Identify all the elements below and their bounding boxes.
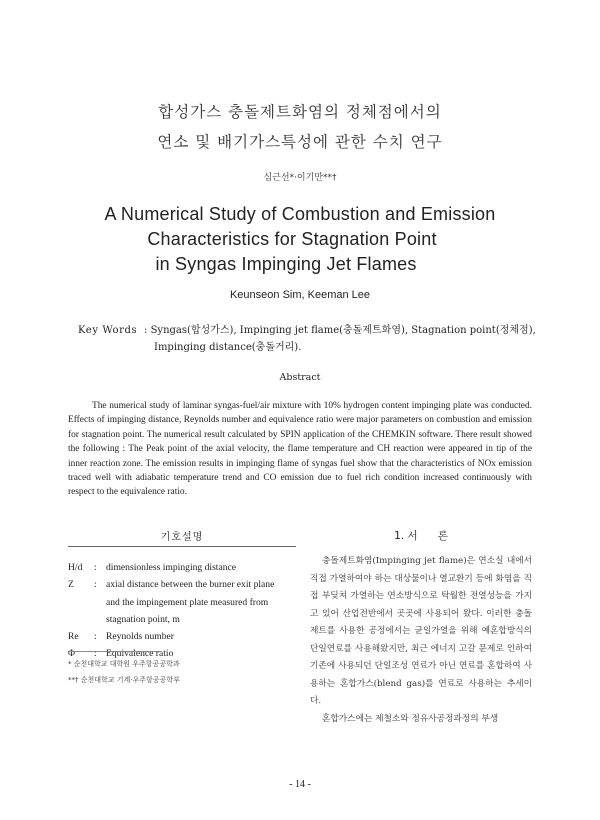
keywords-line-2: Impinging distance(충돌거리).: [154, 342, 302, 353]
nomenclature-definition-continued: stagnation point, m: [106, 613, 180, 625]
english-title-line-2: Characteristics for Stagnation Point: [147, 229, 437, 249]
introduction-paragraph-1: 충돌제트화염(Impinging jet flame)은 연소실 내에서 직접 가열하여야 하는 대상물이나 열교환기 등에 화염을 직접 부딪쳐 가열하는 연소방식으로 탁월한 전열성능을 가지고 있어 산업전반에서 곳곳에 사용되어 왔다. 이러한 충돌제트를 사용한 공정에서는 균일가열을 위해 예혼합방식의 단일연료를 사용해왔지만, 최근 에너지 고갈 문제로 인하여 기존에 사용되던 단일조성 연료가 아닌 연료를 혼합하여 사용하는 혼합가스(blend gas)를 연료로 사용하는 추세이다.: [310, 556, 532, 706]
introduction-title-1: 서: [407, 530, 418, 542]
nomenclature-symbol: Z: [68, 579, 74, 591]
english-authors: Keunseon Sim, Keeman Lee: [229, 289, 371, 301]
keywords-line-1: Syngas(합성가스), Impinging jet flame(충돌제트화염), Stagnation point(정체점),: [150, 325, 536, 336]
introduction-body: [310, 553, 532, 728]
korean-title-line-1: 합성가스 충돌제트화염의 정체점에서의: [158, 103, 442, 121]
abstract-body: [68, 399, 532, 500]
nomenclature-definition-continued: and the impingement plate measured from: [106, 596, 269, 608]
nomenclature-item: [68, 559, 300, 576]
nomenclature-definition: Reynolds number: [106, 631, 174, 643]
nomenclature-colon: :: [94, 648, 97, 660]
nomenclature-symbol: Re: [68, 631, 79, 643]
nomenclature-colon: :: [94, 562, 97, 573]
nomenclature-item: [68, 576, 300, 593]
nomenclature-colon: :: [94, 631, 97, 643]
keywords-label: Key Words: [78, 325, 138, 336]
footnote-2: **† 순천대학교 기계·우주항공공학부: [68, 676, 180, 684]
nomenclature-definition: Equivalence ratio: [106, 648, 174, 660]
nomenclature-heading: 기호설명: [160, 532, 204, 543]
introduction-number: 1.: [394, 530, 405, 542]
footnotes: [68, 656, 180, 688]
footnote-1: * 순천대학교 대학원 우주항공공학과: [68, 660, 180, 668]
abstract-heading: Abstract: [279, 372, 321, 383]
page-number: - 14 -: [289, 779, 311, 790]
nomenclature-definition: axial distance between the burner exit plane: [106, 579, 275, 591]
introduction-paragraph-2: 혼합가스에는 제철소와 정유사공정과정의 부생: [322, 713, 499, 724]
nomenclature-symbol: H/d: [68, 562, 83, 573]
nomenclature-item: [68, 628, 300, 645]
nomenclature-list: [68, 559, 300, 663]
footnote-divider: [68, 651, 160, 652]
keywords: Key Words : Syngas(합성가스), Impinging jet flame(충돌제트화염), Stagnation point(정체점), Impinging distance(충돌거리).: [78, 322, 538, 356]
nomenclature-definition: dimensionless impinging distance: [106, 562, 237, 573]
english-title-line-3: in Syngas Impinging Jet Flames: [155, 254, 417, 274]
nomenclature-colon: :: [94, 579, 97, 591]
abstract-paragraph: The numerical study of laminar syngas-fuel/air mixture with 10% hydrogen content impinging plate was conducted. Effects of impinging distance, Reynolds number and equivalence ratio were major parameters on combustion and emission for stagnation point. The numerical result calculated by SPIN application of the CHEMKIN software. There result showed the following : The Peak point of the axial velocity, the flame temperature and CH reaction were appeared in tip of the inner reaction zone. The emission results in impinging flame of syngas fuel show that the characteristics of NOx emission traced well with adiabatic temperature trend and CO emission due to fuel rich condition increased continuously with respect to the equivalence ratio.: [68, 401, 532, 498]
korean-title-line-2: 연소 및 배기가스특성에 관한 수치 연구: [157, 133, 443, 151]
english-title-line-1: A Numerical Study of Combustion and Emission: [104, 204, 496, 224]
nomenclature-symbol: Φ: [68, 648, 76, 660]
introduction-heading: [310, 528, 532, 543]
introduction-title-2: 론: [437, 530, 448, 542]
korean-authors: 심근선*·이기만**†: [263, 173, 337, 183]
nomenclature-divider: [68, 546, 296, 547]
